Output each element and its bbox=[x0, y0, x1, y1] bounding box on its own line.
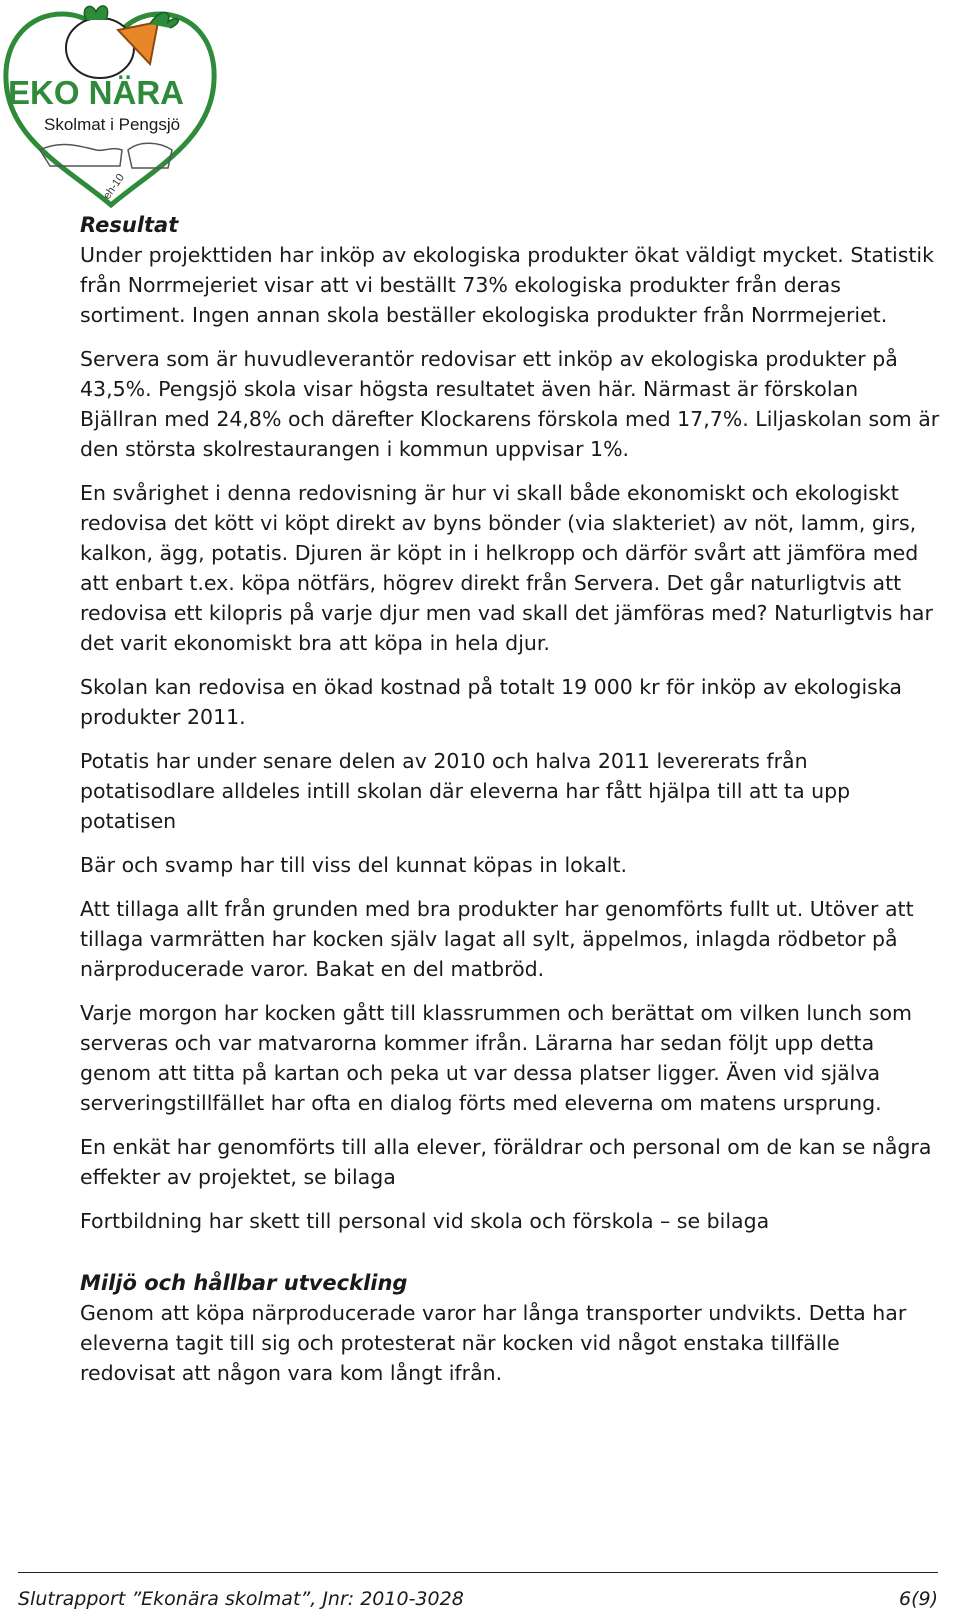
paragraph: Bär och svamp har till viss del kunnat köpas in lokalt. bbox=[80, 853, 628, 877]
section-heading-miljo: Miljö och hållbar utveckling bbox=[80, 1271, 408, 1295]
paragraph: Skolan kan redovisa en ökad kostnad på totalt 19 000 kr för inköp av ekologiska produkter 2011. bbox=[80, 675, 902, 729]
logo-signature: eh-10 bbox=[100, 171, 127, 202]
paragraph: En svårighet i denna redovisning är hur vi skall både ekonomiskt och ekologiskt redovisa det kött vi köpt direkt av byns bönder (via slakteriet) av nöt, lamm, girs, kalkon, ägg, potatis. Djuren är köpt in i helkropp och därför svårt att jämföra med att enbart t.ex. köpa nötfärs, högrev direkt från Servera. Det går naturligtvis att redovisa ett kilopris på varje djur men vad skall det jämföras med? Naturligtvis har det varit ekonomiskt bra att köpa in hela djur. bbox=[80, 481, 933, 655]
page-number: 6(9) bbox=[898, 1588, 938, 1610]
paragraph: Servera som är huvudleverantör redovisar ett inköp av ekologiska produkter på 43,5%. Pengsjö skola visar högsta resultatet även här. Närmast är förskolan Bjällran med 24,8% och därefter Klockarens förskola med 17,7%. Liljaskolan som är den största skolrestaurangen i kommun uppvisar 1%. bbox=[80, 347, 940, 461]
paragraph: Att tillaga allt från grunden med bra produkter har genomförts fullt ut. Utöver att tillaga varmrätten har kocken själv lagat all sylt, äppelmos, inlagda rödbetor på närproducerade varor. Bakat en del matbröd. bbox=[80, 897, 914, 981]
paragraph: Fortbildning har skett till personal vid skola och förskola – se bilaga bbox=[80, 1209, 770, 1233]
footer-document-reference: Slutrapport ”Ekonära skolmat”, Jnr: 2010-3028 bbox=[18, 1588, 464, 1610]
paragraph: Potatis har under senare delen av 2010 och halva 2011 levererats från potatisodlare alldeles intill skolan där eleverna har fått hjälpa till att ta upp potatisen bbox=[80, 749, 851, 833]
logo-title: EKO NÄRA bbox=[8, 74, 185, 111]
turnip-icon bbox=[66, 18, 134, 78]
section-heading-resultat: Resultat bbox=[80, 213, 179, 237]
eko-nara-logo bbox=[0, 0, 222, 212]
report-body bbox=[80, 210, 940, 1388]
paragraph: Genom att köpa närproducerade varor har långa transporter undvikts. Detta har eleverna tagit till sig och protesterat när kocken vid något enstaka tillfälle redovisat att någon vara kom långt ifrån. bbox=[80, 1301, 907, 1385]
paragraph: Varje morgon har kocken gått till klassrummen och berättat om vilken lunch som serveras och var matvarorna kommer ifrån. Lärarna har sedan följt upp detta genom att titta på kartan och peka ut var dessa platser ligger. Även vid själva serveringstillfället har ofta en dialog förts med eleverna om matens ursprung. bbox=[80, 1001, 912, 1115]
logo-subtitle: Skolmat i Pengsjö bbox=[44, 115, 181, 134]
page-footer bbox=[18, 1572, 938, 1621]
paragraph: Under projekttiden har inköp av ekologiska produkter ökat väldigt mycket. Statistik från Norrmejeriet visar att vi beställt 73% ekologiska produkter från deras sortiment. Ingen annan skola beställer ekologiska produkter från Norrmejeriet. bbox=[80, 243, 934, 327]
paragraph: En enkät har genomförts till alla elever, föräldrar och personal om de kan se några effekter av projektet, se bilaga bbox=[80, 1135, 932, 1189]
